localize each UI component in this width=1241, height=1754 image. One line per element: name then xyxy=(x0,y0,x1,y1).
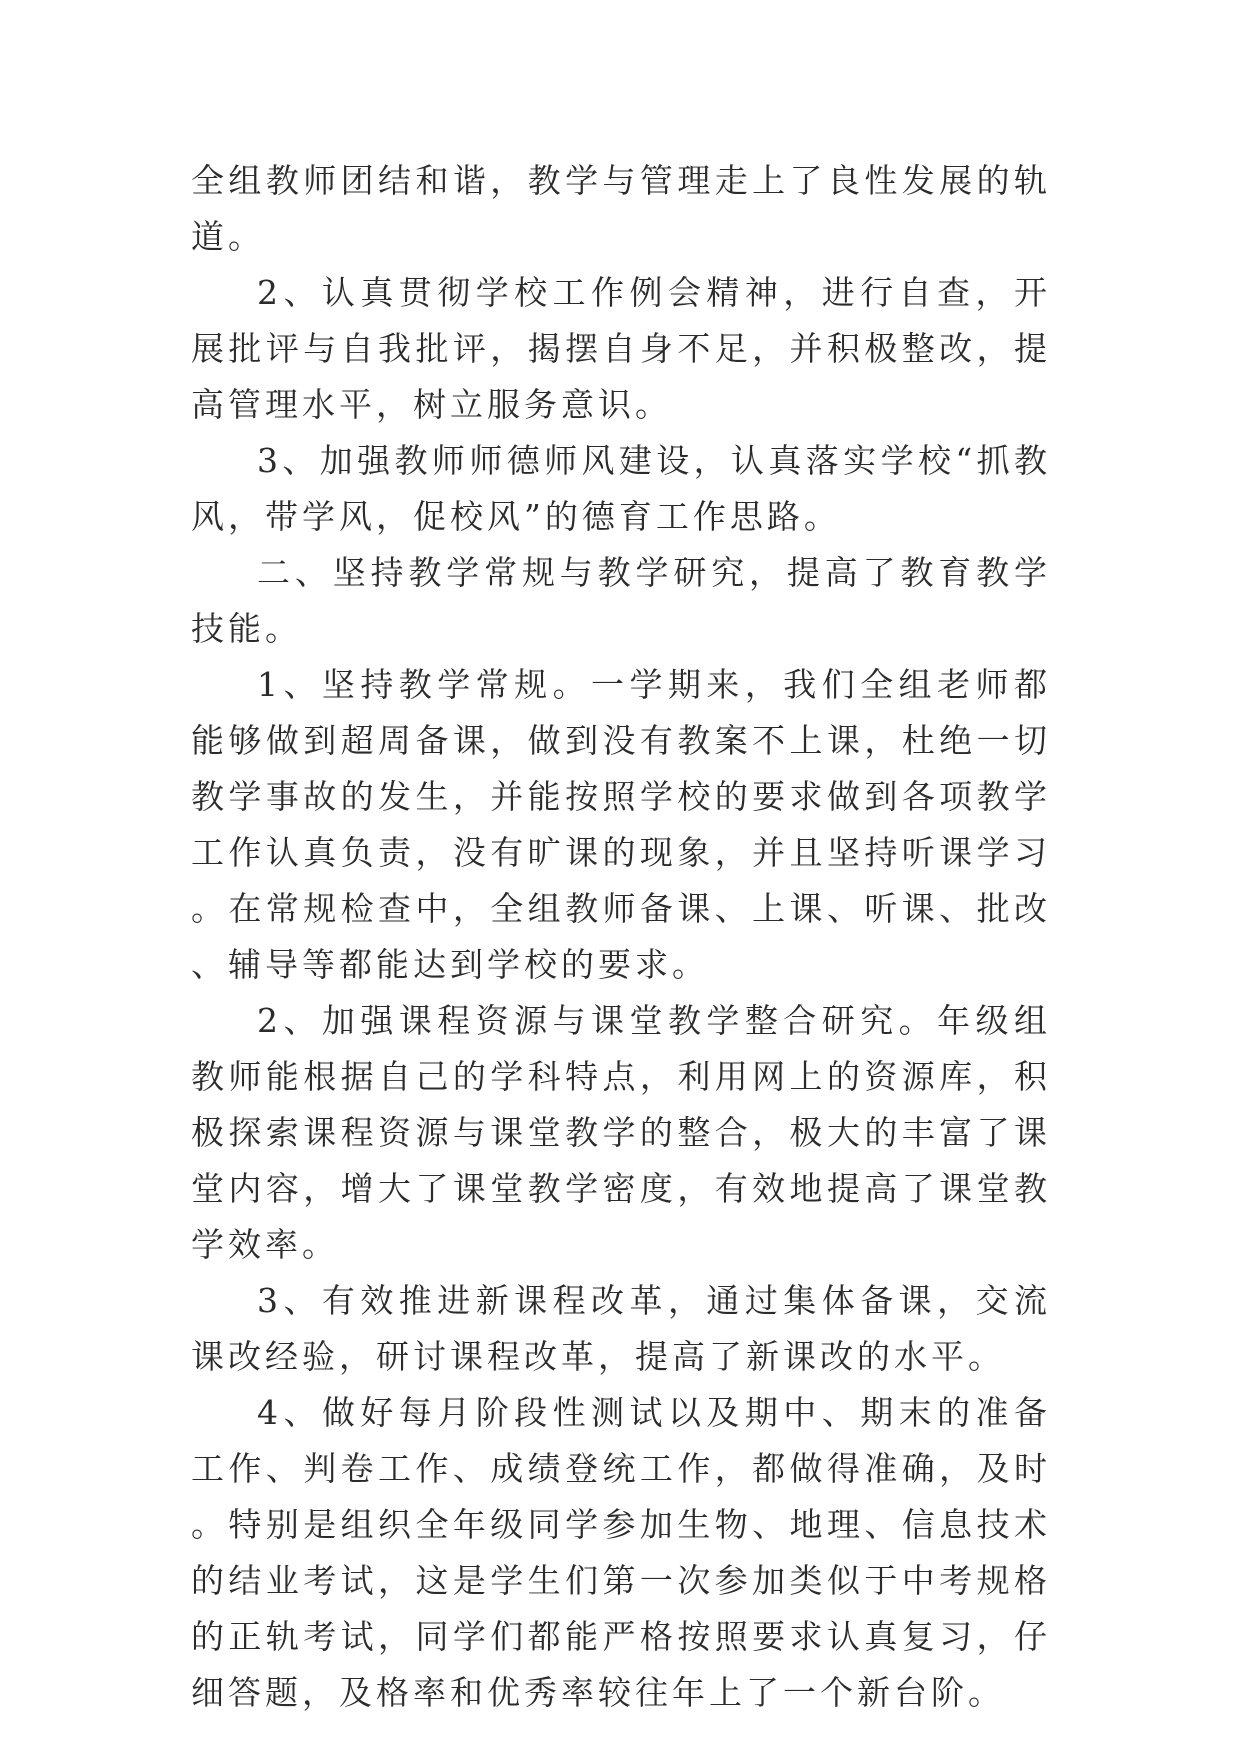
document-body xyxy=(191,153,1051,1721)
paragraph-continuation: 全组教师团结和谐，教学与管理走上了良性发展的轨道。 xyxy=(191,161,1051,256)
paragraph-item-1-teaching-routine: 1、坚持教学常规。一学期来，我们全组老师都能够做到超周备课，做到没有教案不上课，杜绝一切教学事故的发生，并能按照学校的要求做到各项教学工作认真负责，没有旷课的现象，并且坚持听课学习。在常规检查中，全组教师备课、上课、听课、批改、辅导等都能达到学校的要求。 xyxy=(191,665,1051,984)
paragraph-item-3-curriculum-reform: 3、有效推进新课程改革，通过集体备课，交流课改经验，研讨课程改革，提高了新课改的水平。 xyxy=(191,1281,1051,1376)
paragraph-item-2-self-check: 2、认真贯彻学校工作例会精神，进行自查，开展批评与自我批评，揭摆自身不足，并积极整改，提高管理水平，树立服务意识。 xyxy=(191,273,1051,424)
section-heading-two: 二、坚持教学常规与教学研究，提高了教育教学技能。 xyxy=(191,553,1051,648)
paragraph-item-4-exams: 4、做好每月阶段性测试以及期中、期末的准备工作、判卷工作、成绩登统工作，都做得准确，及时。特别是组织全年级同学参加生物、地理、信息技术的结业考试，这是学生们第一次参加类似于中考规格的正轨考试，同学们都能严格按照要求认真复习，仔细答题，及格率和优秀率较往年上了一个新台阶。 xyxy=(191,1393,1051,1712)
paragraph-item-3-ethics: 3、加强教师师德师风建设，认真落实学校“抓教风，带学风，促校风”的德育工作思路。 xyxy=(191,441,1051,536)
paragraph-item-2-resources: 2、加强课程资源与课堂教学整合研究。年级组教师能根据自己的学科特点，利用网上的资源库，积极探索课程资源与课堂教学的整合，极大的丰富了课堂内容，增大了课堂教学密度，有效地提高了课堂教学效率。 xyxy=(191,1001,1051,1264)
